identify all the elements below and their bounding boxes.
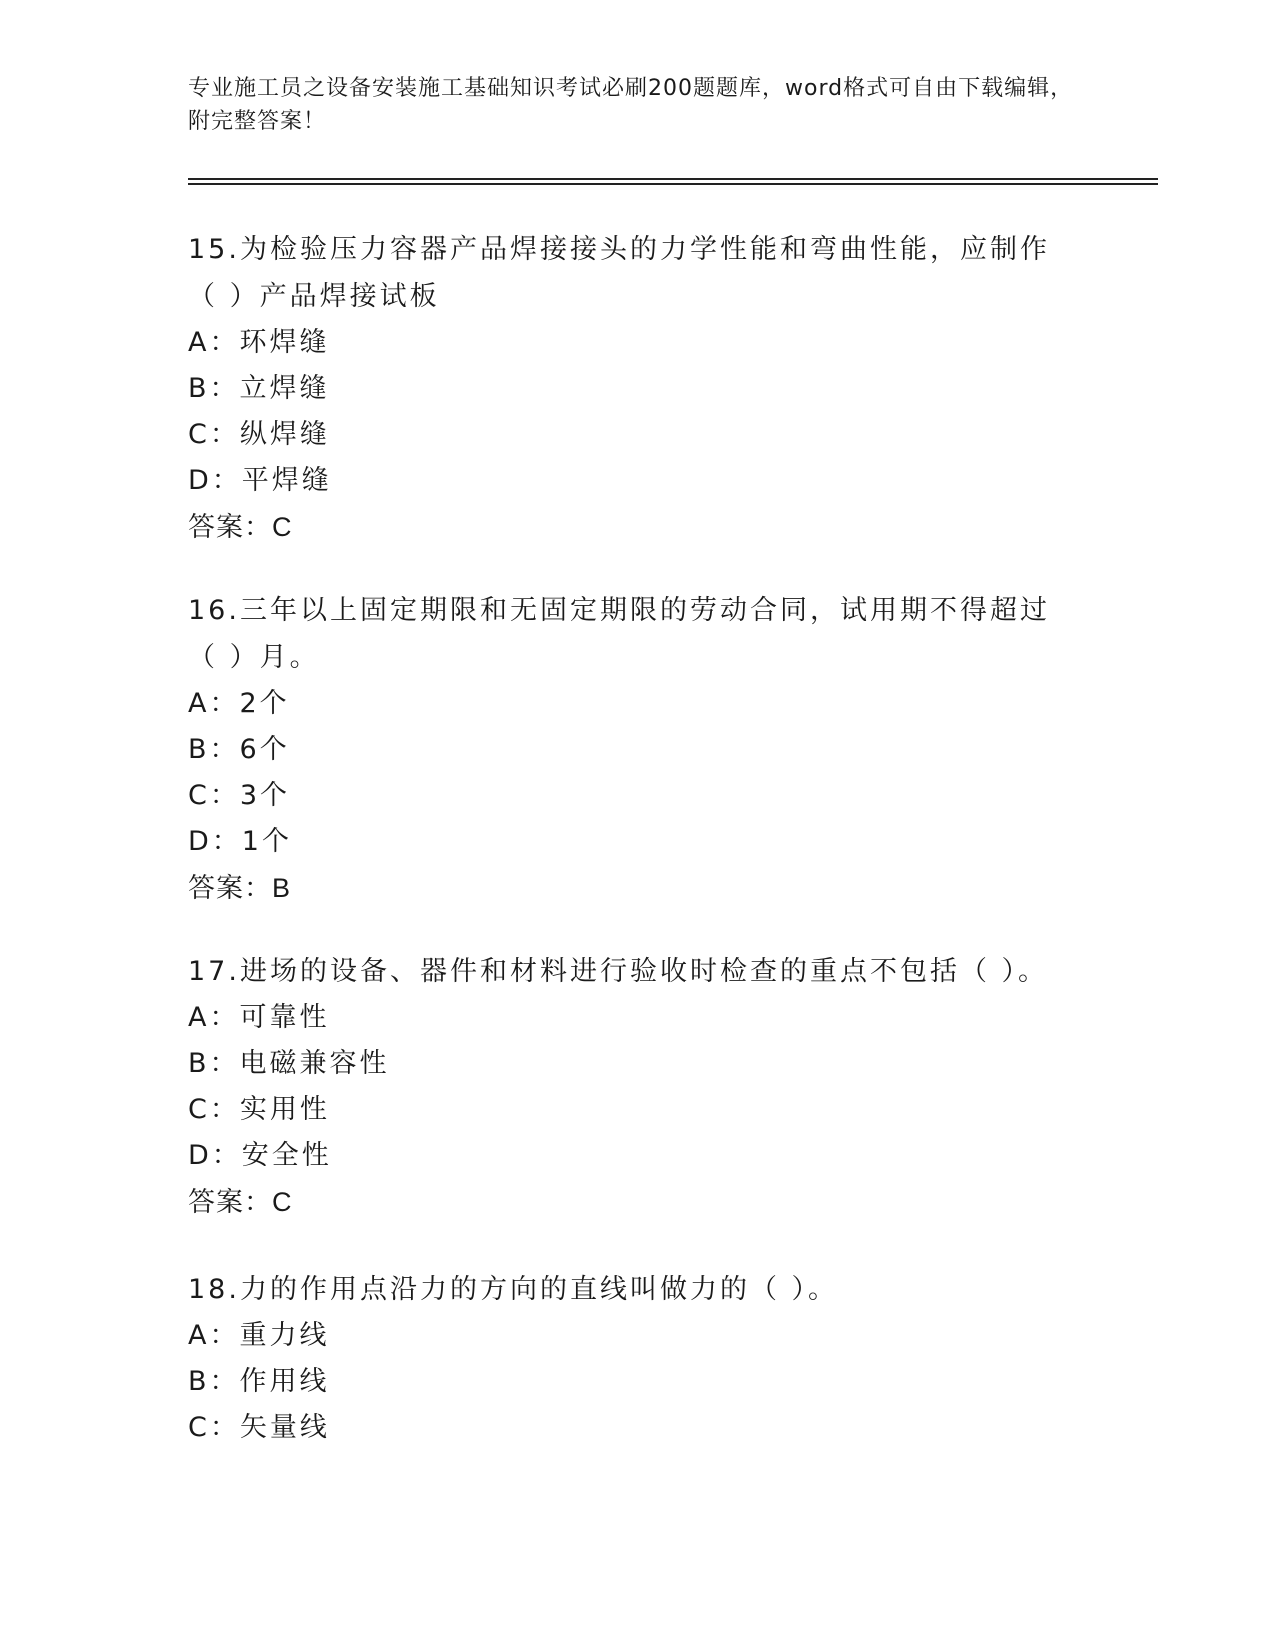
question-body: 力的作用点沿力的方向的直线叫做力的（ ）。	[239, 1274, 839, 1305]
option-b: B：作用线	[188, 1366, 330, 1397]
option-c: C：实用性	[188, 1094, 330, 1125]
option-c: C：3个	[188, 780, 291, 811]
option-d: D：平焊缝	[188, 465, 332, 496]
question-text	[188, 226, 1068, 320]
option-b: B：电磁兼容性	[188, 1048, 390, 1079]
header-divider-top	[188, 178, 1158, 180]
option-a: A：重力线	[188, 1320, 330, 1351]
question-number: 18.	[188, 1274, 240, 1305]
option-c: C：纵焊缝	[188, 419, 330, 450]
question-body: 三年以上固定期限和无固定期限的劳动合同，试用期不得超过（ ）月。	[188, 595, 1050, 673]
question-17	[188, 948, 1068, 1225]
option-d: D：安全性	[188, 1140, 332, 1171]
option-d: D：1个	[188, 826, 292, 857]
question-number: 15.	[188, 234, 240, 265]
option-a: A：2个	[188, 688, 290, 719]
option-c: C：矢量线	[188, 1412, 330, 1443]
question-text	[188, 587, 1068, 681]
answer: 答案：B	[188, 873, 292, 903]
answer: 答案：C	[188, 1187, 293, 1217]
option-b: B：立焊缝	[188, 373, 330, 404]
question-body: 为检验压力容器产品焊接接头的力学性能和弯曲性能，应制作（ ）产品焊接试板	[188, 234, 1050, 312]
question-text	[188, 1266, 1068, 1313]
answer: 答案：C	[188, 512, 293, 542]
question-15	[188, 226, 1068, 550]
header-divider-bottom	[188, 183, 1158, 185]
option-b: B：6个	[188, 734, 290, 765]
question-body: 进场的设备、器件和材料进行验收时检查的重点不包括（ ）。	[239, 956, 1049, 987]
question-number: 16.	[188, 595, 240, 626]
option-a: A：可靠性	[188, 1002, 330, 1033]
question-number: 17.	[188, 956, 240, 987]
question-16	[188, 587, 1068, 911]
question-18	[188, 1266, 1068, 1451]
option-a: A：环焊缝	[188, 327, 330, 358]
question-text	[188, 948, 1068, 995]
header-title: 专业施工员之设备安装施工基础知识考试必刷200题题库，word格式可自由下载编辑，附完整答案！	[188, 76, 1074, 134]
document-header	[188, 72, 1088, 138]
